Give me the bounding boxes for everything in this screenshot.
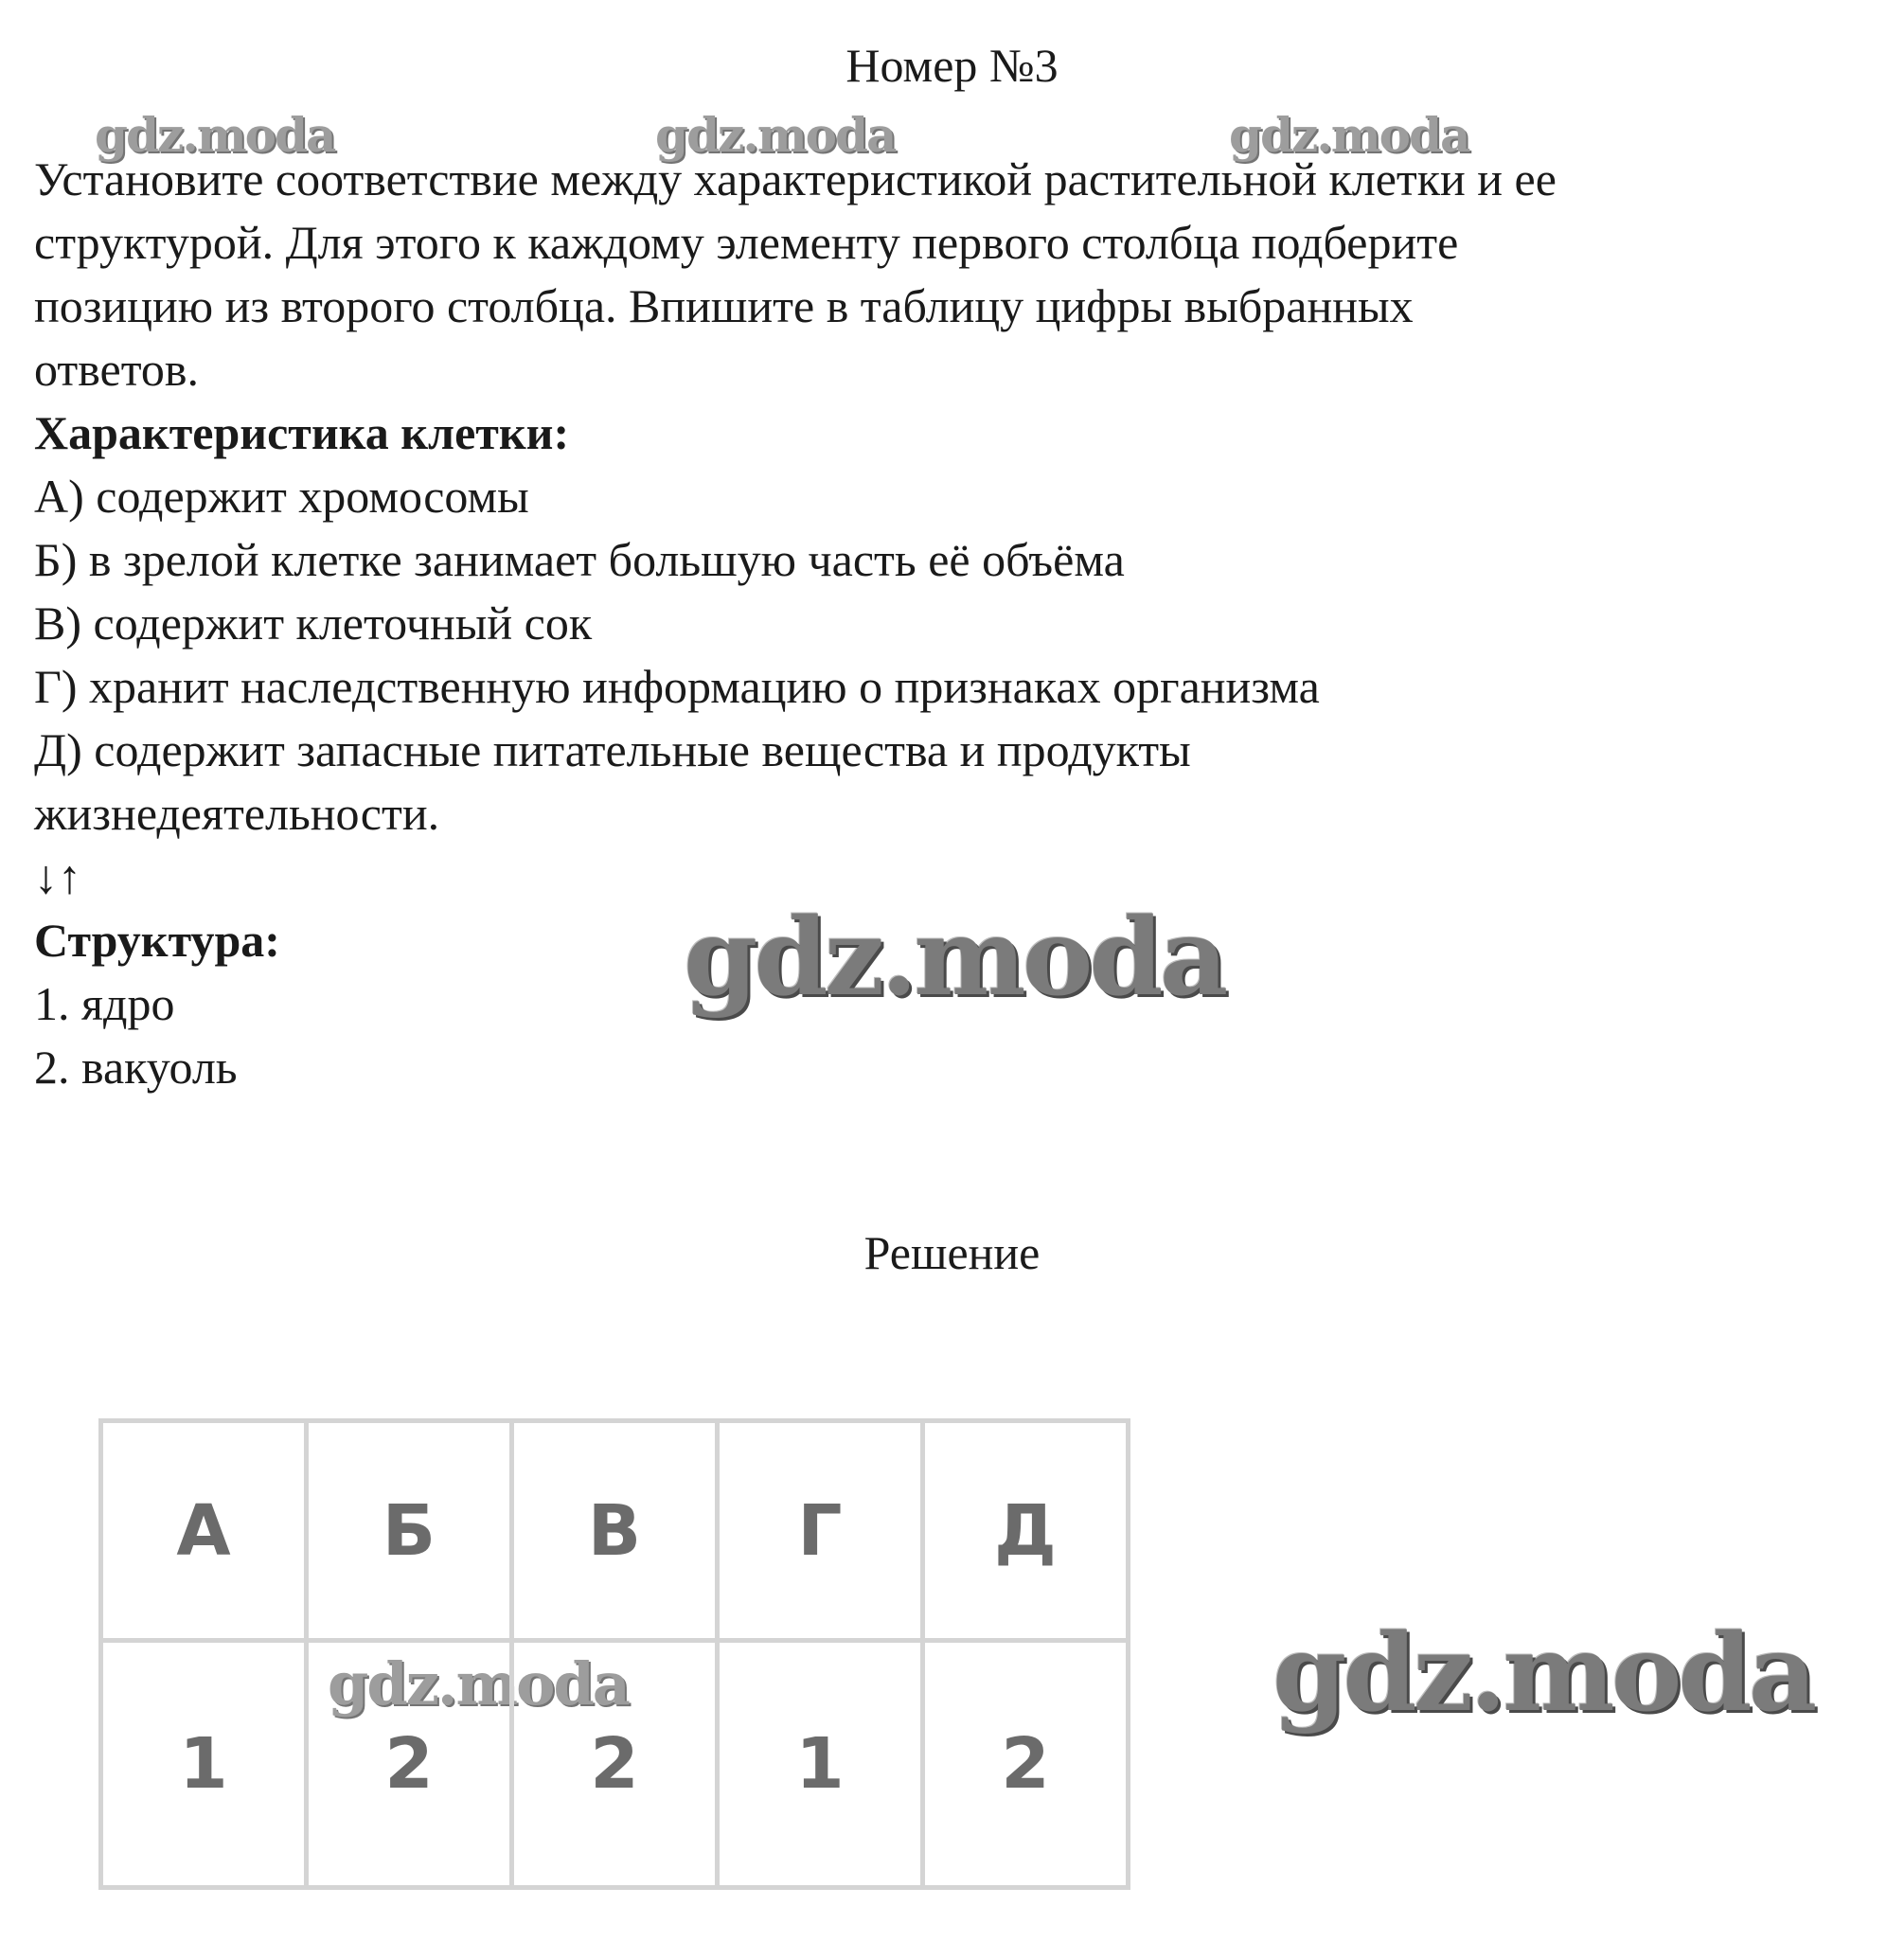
answer-letter-cell: А [101,1421,307,1641]
characteristic-item: Г) хранит наследственную информацию о признаках организма [34,660,1320,713]
structure-item: 2. вакуоль [34,1041,238,1094]
answer-letter-cell: Г [718,1421,923,1641]
answer-letters-row [101,1421,1129,1641]
characteristic-item: А) содержит хромосомы [34,470,529,523]
answer-values-row [101,1641,1129,1888]
arrows-symbol: ↓↑ [34,850,81,903]
structure-heading: Структура: [34,914,280,967]
answer-letter-cell: Д [923,1421,1129,1641]
answer-value-cell: 1 [101,1641,307,1888]
task-text [34,148,1880,1099]
watermark: gdz.moda [1229,107,1469,163]
characteristic-item: Б) в зрелой клетке занимает большую часть её объёма [34,533,1125,586]
characteristic-item: жизнедеятельности. [34,787,440,840]
task-line: ответов. [34,343,199,396]
watermark: gdz.moda [95,107,335,163]
watermark: gdz.moda [655,107,896,163]
answer-letter-cell: Б [307,1421,512,1641]
structure-item: 1. ядро [34,977,175,1030]
solution-label: Решение [863,1226,1041,1279]
task-line: структурой. Для этого к каждому элементу первого столбца подберите [34,216,1459,269]
characteristics-heading: Характеристика клетки: [34,406,570,459]
answer-value-cell: 2 [307,1641,512,1888]
task-line: Установите соответствие между характеристикой растительной клетки и ее [34,152,1557,205]
characteristic-item: Д) содержит запасные питательные вещества и продукты [34,723,1191,776]
answer-letter-cell: В [512,1421,718,1641]
page-title: Номер №3 [845,39,1059,92]
answer-value-cell: 2 [512,1641,718,1888]
watermark: gdz.moda [1272,1612,1814,1736]
task-line: позицию из второго столбца. Впишите в таблицу цифры выбранных [34,279,1414,332]
answer-value-cell: 1 [718,1641,923,1888]
answer-value-cell: 2 [923,1641,1129,1888]
watermark: gdz.moda [684,896,1225,1020]
characteristic-item: В) содержит клеточный сок [34,597,593,650]
answer-table [98,1418,1130,1890]
watermark: gdz.moda [328,1649,629,1719]
